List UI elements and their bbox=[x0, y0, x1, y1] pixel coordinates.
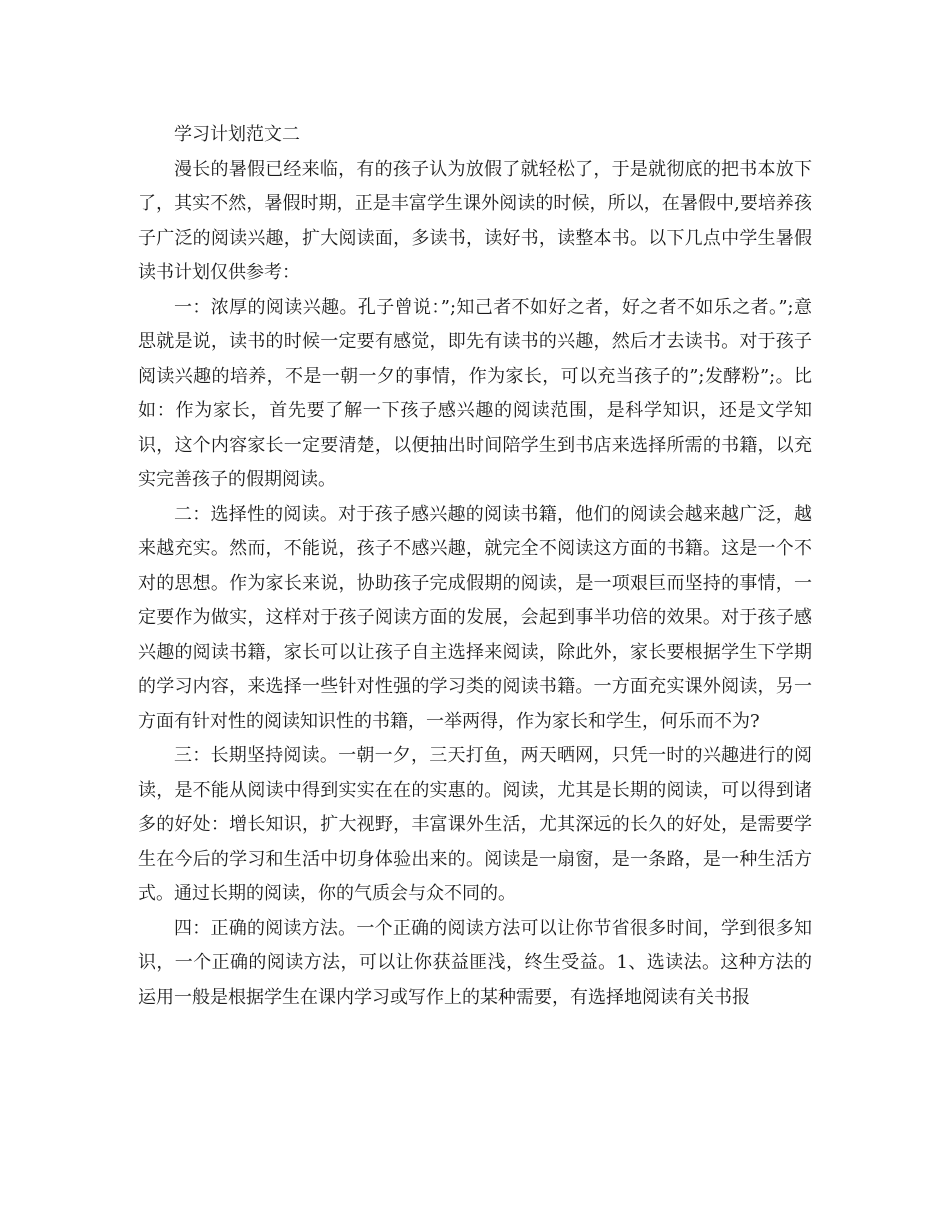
document-body bbox=[138, 118, 812, 1015]
paragraph-point-4: 四：正确的阅读方法。一个正确的阅读方法可以让你节省很多时间，学到很多知识，一个正确的阅读方法，可以让你获益匪浅，终生受益。1、选读法。这种方法的运用一般是根据学生在课内学习或写作上的某种需要，有选择地阅读有关书报 bbox=[138, 917, 812, 1008]
paragraph-intro: 漫长的暑假已经来临，有的孩子认为放假了就轻松了，于是就彻底的把书本放下了，其实不然，暑假时期，正是丰富学生课外阅读的时候，所以，在暑假中,要培养孩子广泛的阅读兴趣，扩大阅读面，多读书，读好书，读整本书。以下几点中学生暑假读书计划仅供参考： bbox=[138, 158, 812, 283]
document-heading: 学习计划范文二 bbox=[174, 124, 300, 145]
paragraph-point-2: 二：选择性的阅读。对于孩子感兴趣的阅读书籍，他们的阅读会越来越广泛，越来越充实。然而，不能说，孩子不感兴趣，就完全不阅读这方面的书籍。这是一个不对的思想。作为家长来说，协助孩子完成假期的阅读，是一项艰巨而坚持的事情，一定要作为做实，这样对于孩子阅读方面的发展，会起到事半功倍的效果。对于孩子感兴趣的阅读书籍，家长可以让孩子自主选择来阅读，除此外，家长要根据学生下学期的学习内容，来选择一些针对性强的学习类的阅读书籍。一方面充实课外阅读，另一方面有针对性的阅读知识性的书籍，一举两得，作为家长和学生，何乐而不为? bbox=[138, 503, 812, 732]
paragraph-point-3: 三：长期坚持阅读。一朝一夕，三天打鱼，两天晒网，只凭一时的兴趣进行的阅读，是不能从阅读中得到实实在在的实惠的。阅读，尤其是长期的阅读，可以得到诸多的好处：增长知识，扩大视野，丰富课外生活，尤其深远的长久的好处，是需要学生在今后的学习和生活中切身体验出来的。阅读是一扇窗，是一条路，是一种生活方式。通过长期的阅读，你的气质会与众不同的。 bbox=[138, 745, 812, 904]
paragraph-point-1: 一：浓厚的阅读兴趣。孔子曾说：”;知己者不如好之者，好之者不如乐之者。”;意思就是说，读书的时候一定要有感觉，即先有读书的兴趣，然后才去读书。对于孩子阅读兴趣的培养，不是一朝一夕的事情，作为家长，可以充当孩子的”;发酵粉”;。比如：作为家长，首先要了解一下孩子感兴趣的阅读范围，是科学知识，还是文学知识，这个内容家长一定要清楚，以便抽出时间陪学生到书店来选择所需的书籍，以充实完善孩子的假期阅读。 bbox=[138, 296, 812, 490]
